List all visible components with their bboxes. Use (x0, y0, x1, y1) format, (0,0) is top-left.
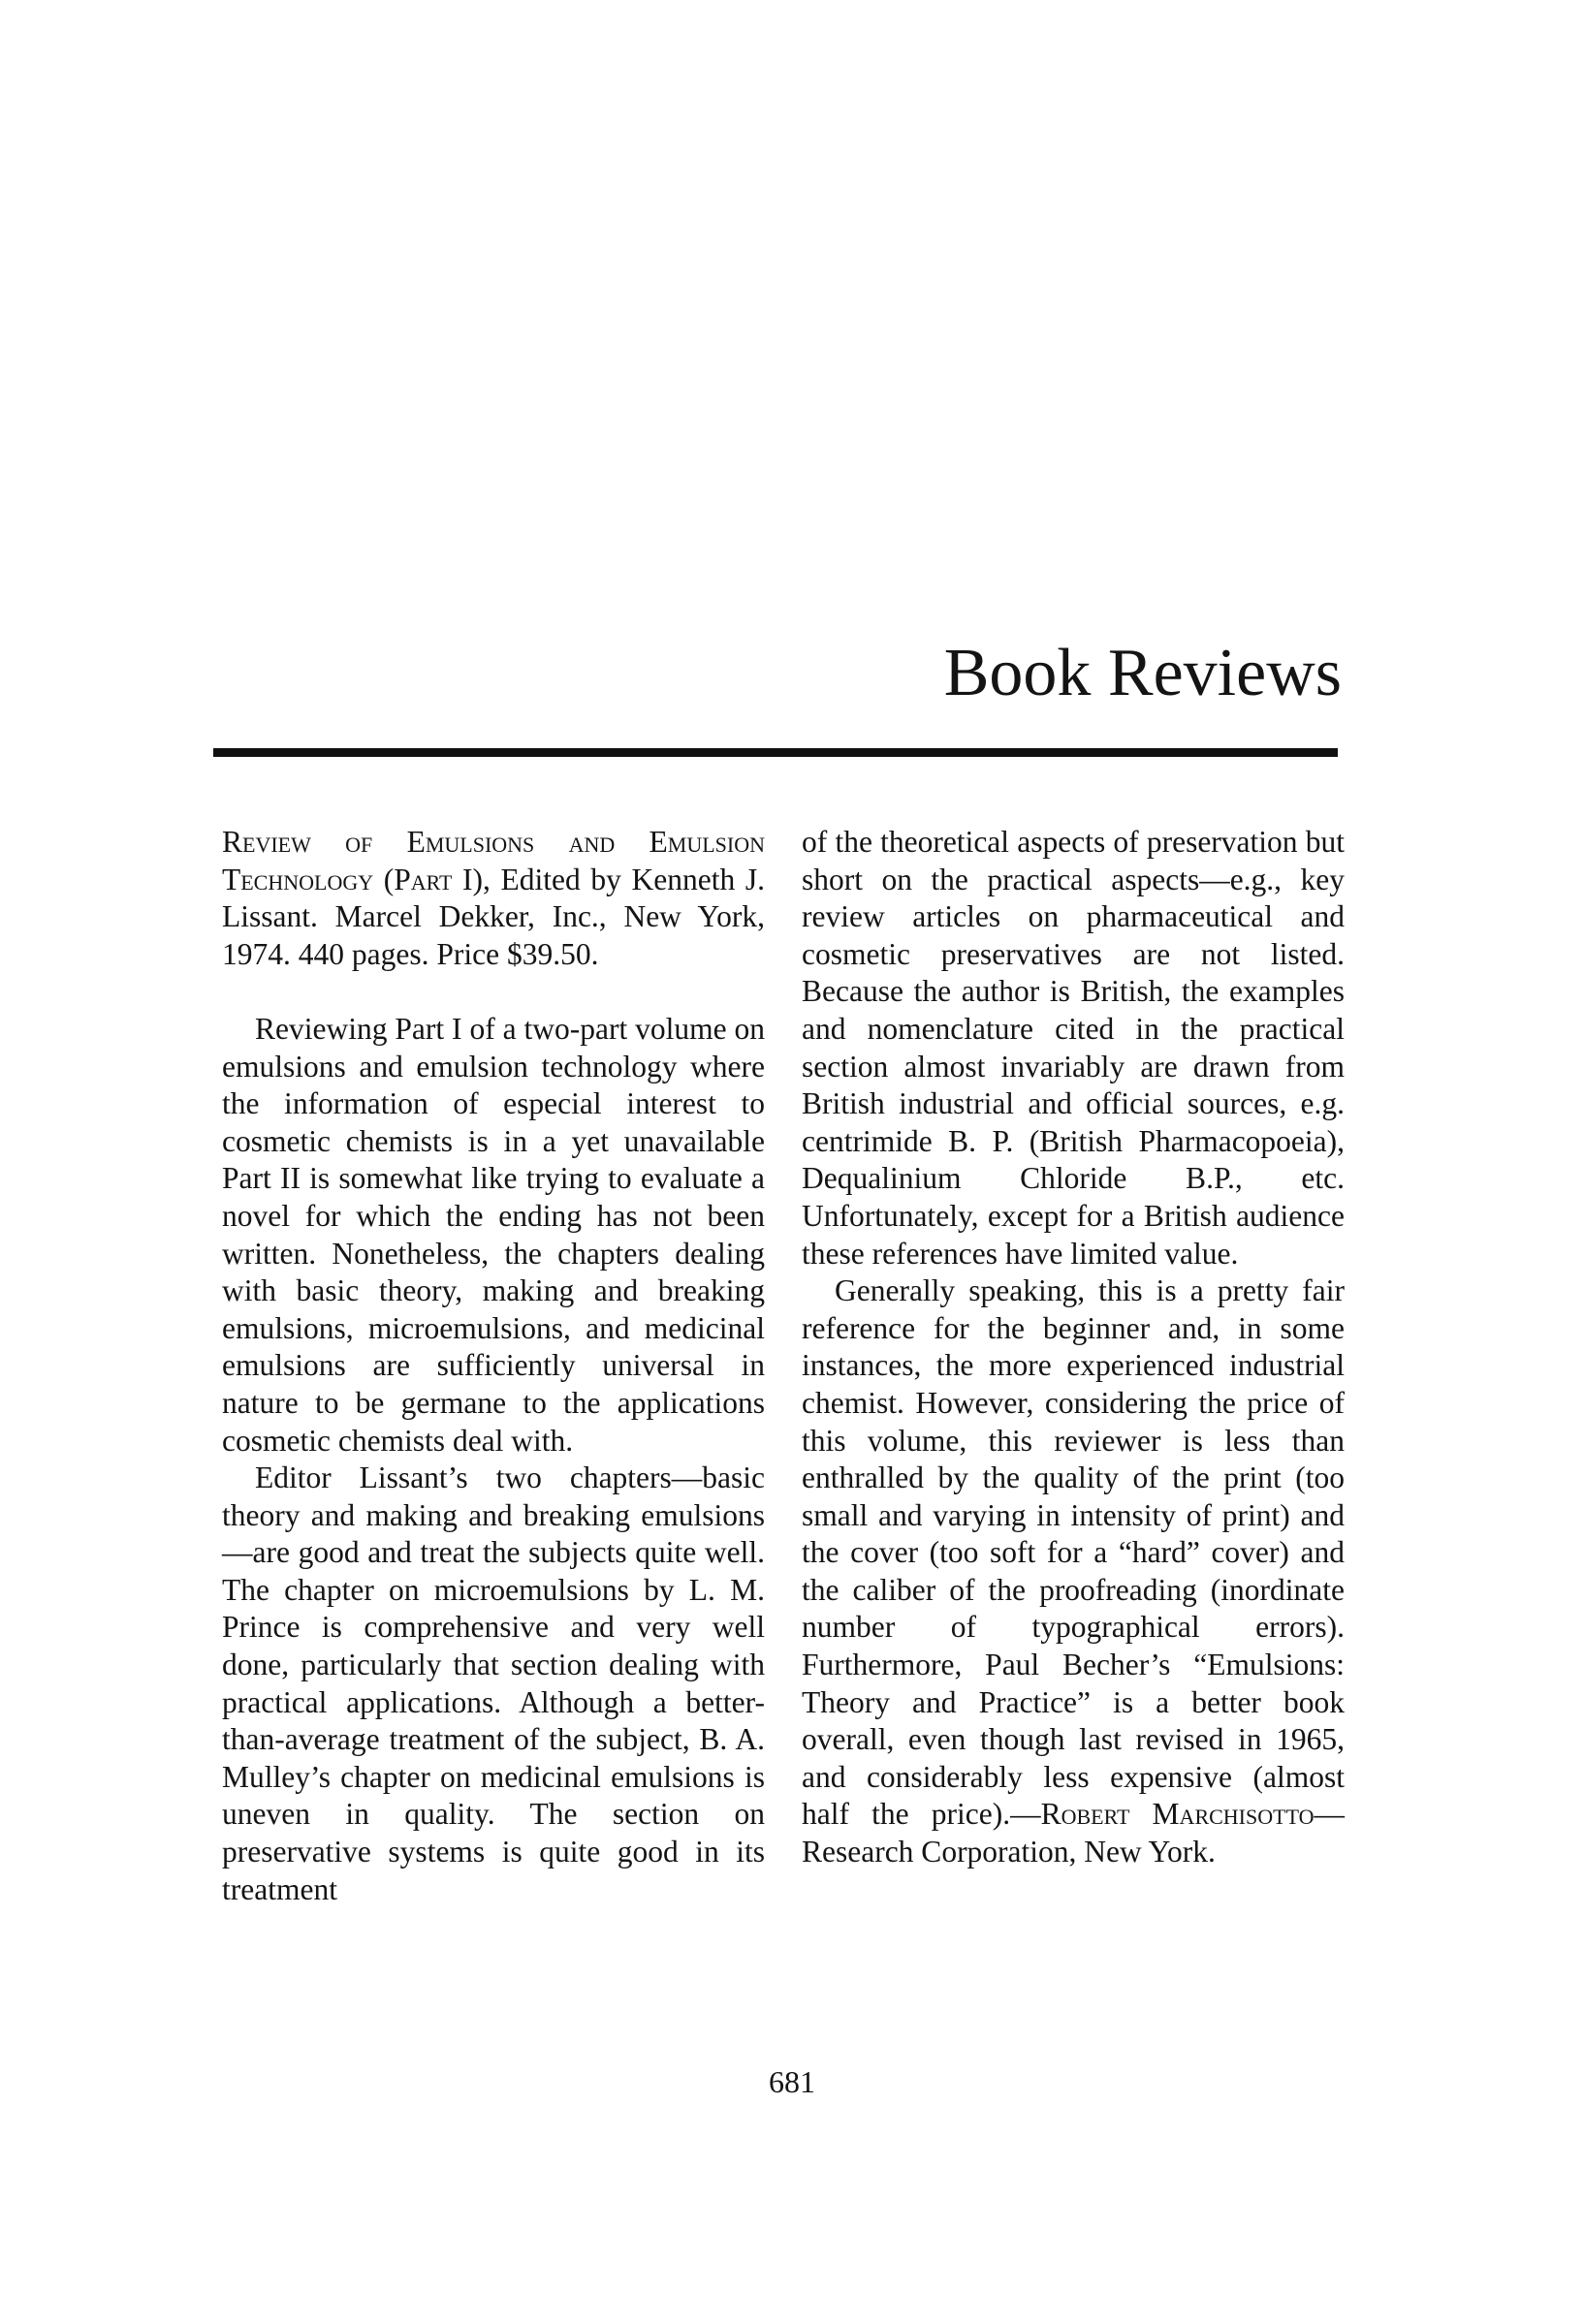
reviewer-affiliation: —Research Corporation, New York. (802, 1797, 1345, 1869)
page-number: 681 (769, 2064, 815, 2099)
review-citation (222, 824, 765, 973)
left-column (222, 824, 765, 1908)
right-column (802, 824, 1345, 1871)
reviewer-name: Robert Marchisotto (1040, 1797, 1315, 1832)
review-paragraph-2: Editor Lissant’s two chapters—basic theory and making and breaking emulsions—are good and treat the subjects quite well. The chapter on microemulsions by L. M. Prince is comprehensive and very well done, particularly that section dealing with practical applications. Although a better-than-average treatment of the subject, B. A. Mulley’s chapter on medicinal emulsions is uneven in quality. The section on preservative systems is quite good in its treatment (222, 1460, 765, 1906)
title-rule (213, 748, 1338, 757)
review-final-text: Generally speaking, this is a pretty fair reference for the beginner and, in some instances, the more experienced industrial chemist. However, considering the price of this volume, this reviewer is less than enthralled by the quality of the print (too small and varying in intensity of print) and the cover (too soft for a “hard” cover) and the caliber of the proofreading (inordinate number of typographical errors). Furthermore, Paul Becher’s “Emulsions: Theory and Practice” is a better book overall, even though last revised in 1965, and considerably less expensive (almost half the price).— (802, 1273, 1345, 1832)
review-citation-details: Edited by Kenneth J. Lissant. Marcel Dekker, Inc., New York, 1974. 440 pages. Price $39.50. (222, 862, 765, 971)
review-paragraph-1: Reviewing Part I of a two-part volume on emulsions and emulsion technology where the information of especial interest to cosmetic chemists is in a yet unavailable Part II is somewhat like trying to evaluate a novel for which the ending has not been written. Nonetheless, the chapters dealing with basic theory, making and breaking emulsions, microemulsions, and medicinal emulsions are sufficiently universal in nature to be germane to the applications cosmetic chemists deal with. (222, 1011, 765, 1458)
review-paragraph-4 (802, 1272, 1345, 1871)
review-paragraph-3: of the theoretical aspects of preservation but short on the practical aspects—e.g., key review articles on pharmaceutical and cosmetic preservatives are not listed. Because the author is British, the examples and nomenclature cited in the practical section almost invariably are drawn from British industrial and official sources, e.g. centrimide B. P. (British Pharmacopoeia), Dequalinium Chloride B.P., etc. Unfortunately, except for a British audience these references have limited value. (802, 825, 1345, 1271)
page-title: Book Reviews (943, 636, 1342, 710)
review-title: Review of Emulsions and Emulsion Technology (Part I), (222, 825, 765, 896)
